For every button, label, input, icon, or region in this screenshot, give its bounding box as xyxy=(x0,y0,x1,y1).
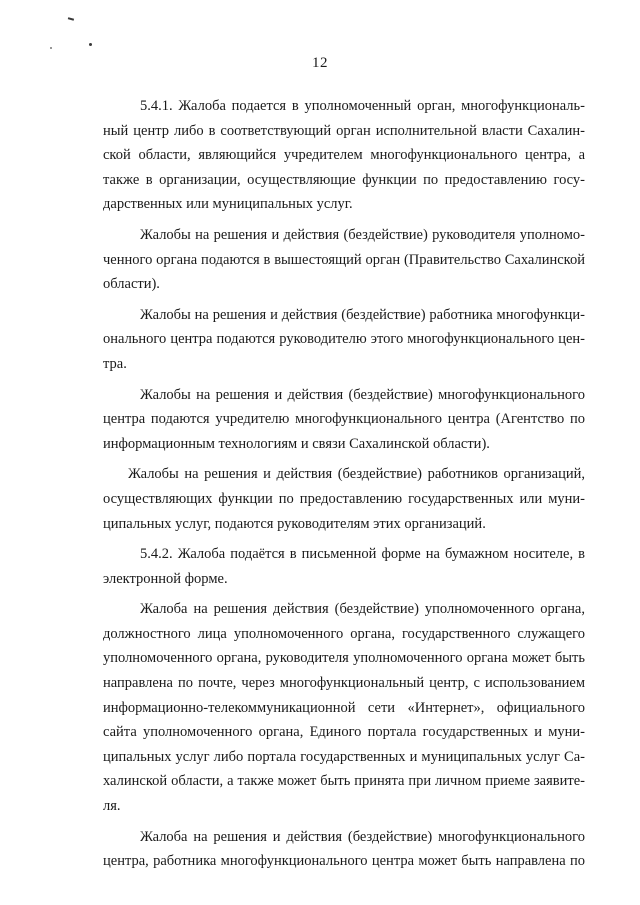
paragraph xyxy=(103,223,585,297)
text-line: электронной форме. xyxy=(103,570,228,587)
document-body xyxy=(103,94,585,874)
text-line: Жалобы на решения и действия (бездействие) работников организаций, xyxy=(128,466,585,483)
text-line: центра подаются учредителю многофункционального центра (Агентство по xyxy=(103,411,585,428)
text-line: Жалобы на решения и действия (бездействие) многофункционального xyxy=(140,386,585,403)
scan-artifact xyxy=(68,17,74,20)
paragraph xyxy=(103,597,585,818)
text-line: ской области, являющийся учредителем многофункционального центра, а xyxy=(103,147,585,164)
text-line: халинской области, а также может быть принята при личном приеме заявите- xyxy=(103,773,585,790)
paragraph-5-4-1 xyxy=(103,94,585,217)
text-line: Жалоба на решения и действия (бездействие) многофункционального xyxy=(140,828,585,845)
text-line: направлена по почте, через многофункциональный центр, с использованием xyxy=(103,675,585,692)
text-line: дарственных или муниципальных услуг. xyxy=(103,196,353,213)
text-line: ченного органа подаются в вышестоящий орган (Правительство Сахалинской xyxy=(103,251,585,268)
text-line: осуществляющих функции по предоставлению государственных или муни- xyxy=(103,490,585,507)
text-line: Жалобы на решения и действия (бездействие) работника многофункци- xyxy=(140,306,585,323)
text-line: ципальных услуг, подаются руководителям этих организаций. xyxy=(103,515,486,532)
scan-artifact xyxy=(89,43,92,46)
paragraph xyxy=(103,462,585,536)
text-line: Жалобы на решения и действия (бездействие) руководителя уполномо- xyxy=(140,226,585,243)
text-line: центра, работника многофункционального центра может быть направлена по xyxy=(103,853,585,870)
paragraph xyxy=(103,303,585,377)
scan-artifact xyxy=(50,47,52,49)
text-line: области). xyxy=(103,276,160,293)
text-line: сайта уполномоченного органа, Единого портала государственных и муни- xyxy=(103,724,585,741)
text-line: тра. xyxy=(103,355,127,372)
text-line: Жалоба на решения действия (бездействие) уполномоченного органа, xyxy=(140,601,585,618)
text-line: информационно-телекоммуникационной сети «Интернет», официального xyxy=(103,699,585,716)
text-line: 5.4.1. Жалоба подается в уполномоченный орган, многофункциональ- xyxy=(140,98,585,114)
text-line: ля. xyxy=(103,798,121,815)
text-line: также в организации, осуществляющие функции по предоставлению госу- xyxy=(103,171,585,188)
page-number: 12 xyxy=(312,55,328,71)
text-line: должностного лица уполномоченного органа, государственного служащего xyxy=(103,625,585,642)
text-line: ципальных услуг либо портала государственных и муниципальных услуг Са- xyxy=(103,748,585,765)
text-line: онального центра подаются руководителю этого многофункционального цен- xyxy=(103,331,585,348)
text-line: информационным технологиям и связи Сахалинской области). xyxy=(103,435,490,452)
text-line: уполномоченного органа, руководителя уполномоченного органа может быть xyxy=(103,650,585,667)
paragraph-5-4-2 xyxy=(103,542,585,591)
text-line: 5.4.2. Жалоба подаётся в письменной форме на бумажном носителе, в xyxy=(140,546,585,563)
paragraph xyxy=(103,825,585,874)
paragraph xyxy=(103,383,585,457)
text-line: ный центр либо в соответствующий орган исполнительной власти Сахалин- xyxy=(103,122,585,139)
